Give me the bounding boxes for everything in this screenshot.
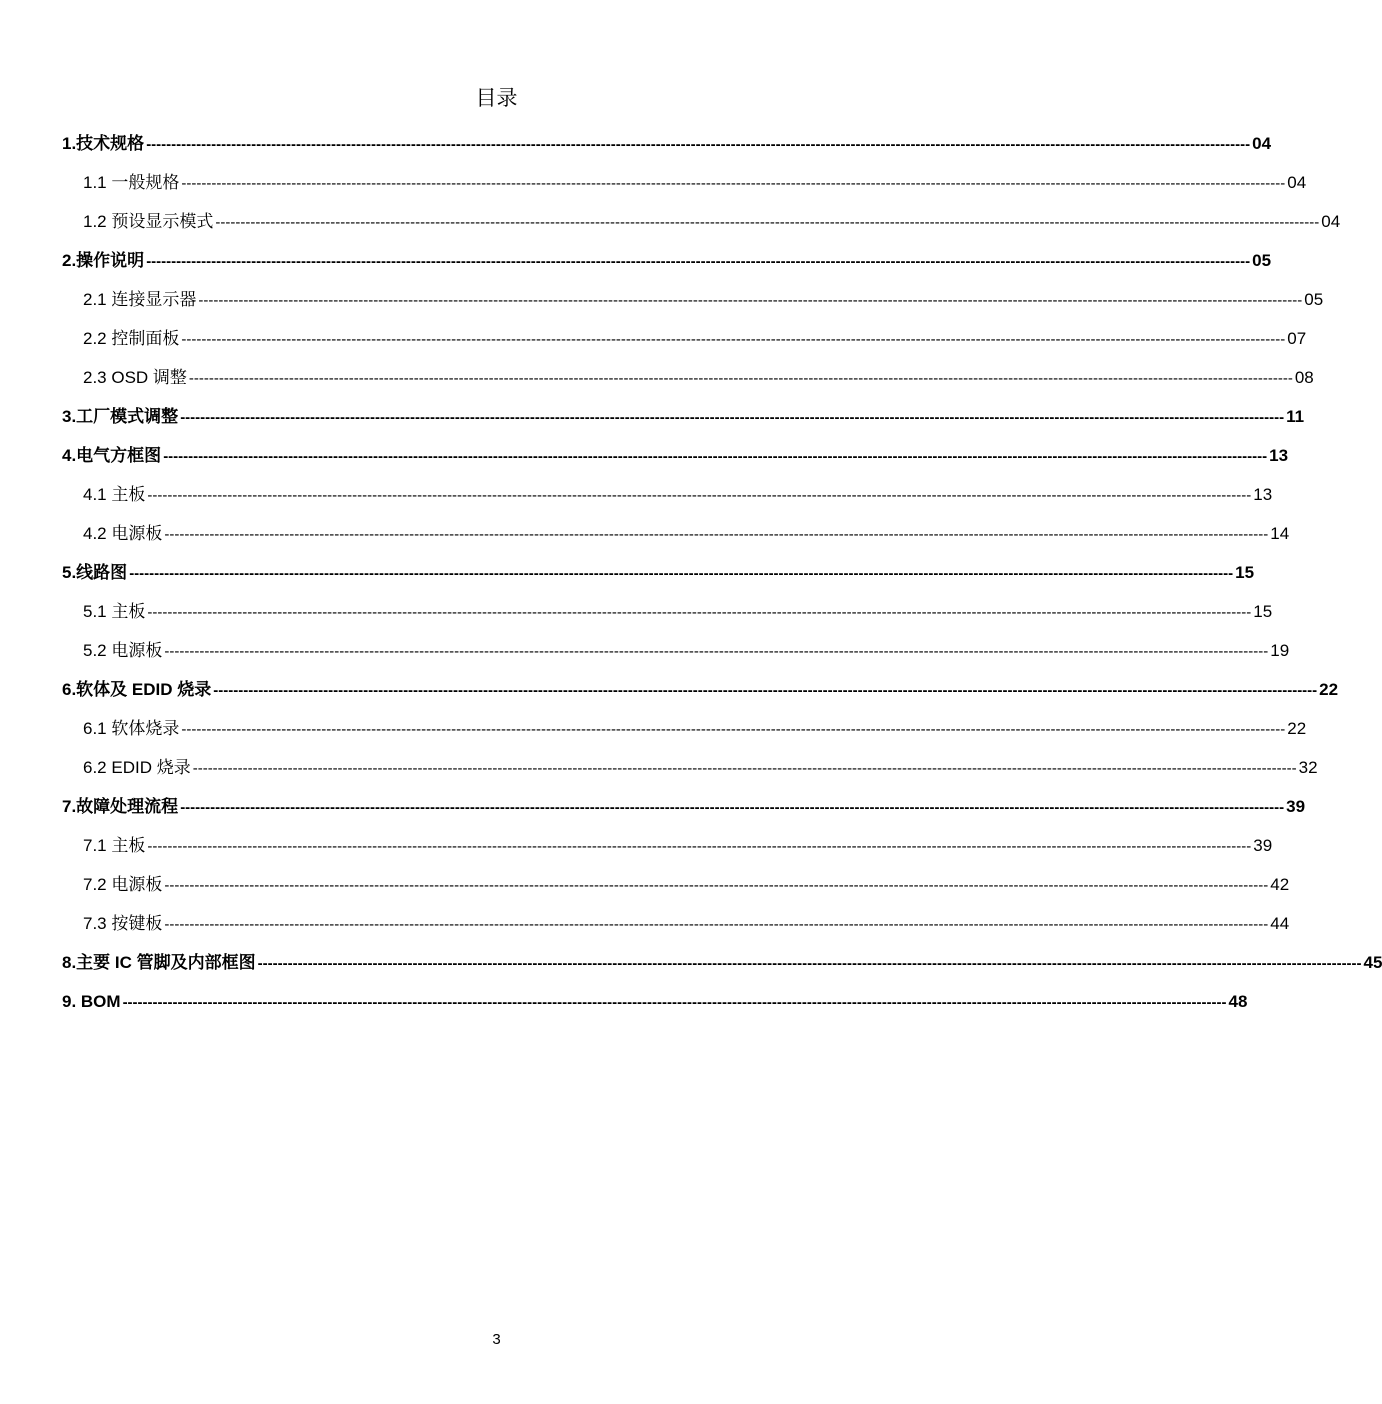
toc-entry-label: 6.2 EDID 烧录 — [83, 758, 191, 777]
toc-entry-3[interactable] — [62, 397, 1305, 436]
toc-entry-label: 8.主要 IC 管脚及内部框图 — [62, 953, 256, 972]
toc-entry-4-2[interactable] — [62, 514, 1290, 553]
toc-entry-page: 22 — [1287, 719, 1307, 738]
toc-entry-6[interactable] — [62, 670, 1339, 709]
toc-entry-1-2[interactable] — [62, 202, 1341, 241]
toc-entry-label: 7.3 按键板 — [83, 914, 163, 933]
toc-entry-8[interactable] — [62, 943, 1382, 982]
toc-entry-label: 4.2 电源板 — [83, 524, 163, 543]
toc-dot-leader: ----------------------------------------------------------------------------------------------------------------------------------------------------------------------------------------------------------------------------- — [181, 331, 1286, 348]
toc-entry-label: 2.2 控制面板 — [83, 329, 180, 348]
toc-entry-4[interactable] — [62, 436, 1289, 475]
toc-entry-page: 11 — [1286, 407, 1305, 426]
toc-entry-page: 13 — [1269, 446, 1289, 465]
toc-entry-label: 2.操作说明 — [62, 251, 145, 270]
toc-entry-9[interactable] — [62, 982, 1248, 1021]
toc-entry-label: 1.技术规格 — [62, 134, 145, 153]
toc-entry-2[interactable] — [62, 241, 1272, 280]
toc-entry-page: 39 — [1286, 797, 1306, 816]
toc-entry-label: 4.电气方框图 — [62, 446, 162, 465]
toc-dot-leader: ----------------------------------------------------------------------------------------------------------------------------------------------------------------------------------------------------------------------------- — [180, 409, 1285, 426]
toc-entry-label: 7.1 主板 — [83, 836, 146, 855]
toc-dot-leader: ----------------------------------------------------------------------------------------------------------------------------------------------------------------------------------------------------------------------------- — [257, 955, 1362, 972]
toc-entry-page: 04 — [1252, 134, 1272, 153]
toc-entry-5-1[interactable] — [62, 592, 1273, 631]
toc-entry-label: 1.2 预设显示模式 — [83, 212, 214, 231]
toc-entry-page: 15 — [1253, 602, 1273, 621]
toc-entry-7-1[interactable] — [62, 826, 1273, 865]
toc-entry-page: 32 — [1298, 758, 1318, 777]
toc-dot-leader: ----------------------------------------------------------------------------------------------------------------------------------------------------------------------------------------------------------------------------- — [192, 760, 1297, 777]
toc-dot-leader: ----------------------------------------------------------------------------------------------------------------------------------------------------------------------------------------------------------------------------- — [188, 370, 1293, 387]
toc-dot-leader: ----------------------------------------------------------------------------------------------------------------------------------------------------------------------------------------------------------------------------- — [147, 604, 1252, 621]
toc-entry-page: 44 — [1270, 914, 1290, 933]
toc-entry-label: 9. BOM — [62, 992, 121, 1011]
toc-entry-page: 22 — [1319, 680, 1339, 699]
toc-entry-label: 5.线路图 — [62, 563, 128, 582]
toc-entry-4-1[interactable] — [62, 475, 1273, 514]
toc-entry-label: 6.软体及 EDID 烧录 — [62, 680, 212, 699]
toc-entry-label: 1.1 一般规格 — [83, 173, 180, 192]
toc-dot-leader: ----------------------------------------------------------------------------------------------------------------------------------------------------------------------------------------------------------------------------- — [164, 916, 1269, 933]
toc-entry-2-3[interactable] — [62, 358, 1314, 397]
toc-entry-page: 05 — [1304, 290, 1324, 309]
toc-entry-page: 14 — [1270, 524, 1290, 543]
toc-entry-label: 7.2 电源板 — [83, 875, 163, 894]
toc-entry-5-2[interactable] — [62, 631, 1290, 670]
toc-entry-2-2[interactable] — [62, 319, 1307, 358]
toc-dot-leader: ----------------------------------------------------------------------------------------------------------------------------------------------------------------------------------------------------------------------------- — [129, 565, 1234, 582]
toc-entry-page: 04 — [1321, 212, 1341, 231]
toc-dot-leader: ----------------------------------------------------------------------------------------------------------------------------------------------------------------------------------------------------------------------------- — [164, 526, 1269, 543]
toc-entry-1[interactable] — [62, 124, 1272, 163]
toc-dot-leader: ----------------------------------------------------------------------------------------------------------------------------------------------------------------------------------------------------------------------------- — [146, 136, 1251, 153]
toc-dot-leader: ----------------------------------------------------------------------------------------------------------------------------------------------------------------------------------------------------------------------------- — [181, 721, 1286, 738]
toc-entry-2-1[interactable] — [62, 280, 1324, 319]
toc-entry-6-1[interactable] — [62, 709, 1307, 748]
table-of-contents — [62, 124, 1382, 1021]
toc-entry-page: 07 — [1287, 329, 1307, 348]
toc-entry-page: 08 — [1294, 368, 1314, 387]
toc-dot-leader: ----------------------------------------------------------------------------------------------------------------------------------------------------------------------------------------------------------------------------- — [181, 175, 1286, 192]
toc-dot-leader: ----------------------------------------------------------------------------------------------------------------------------------------------------------------------------------------------------------------------------- — [164, 877, 1269, 894]
toc-entry-page: 15 — [1235, 563, 1255, 582]
toc-entry-7-3[interactable] — [62, 904, 1290, 943]
toc-dot-leader: ----------------------------------------------------------------------------------------------------------------------------------------------------------------------------------------------------------------------------- — [163, 448, 1268, 465]
toc-dot-leader: ----------------------------------------------------------------------------------------------------------------------------------------------------------------------------------------------------------------------------- — [147, 487, 1252, 504]
toc-entry-page: 19 — [1270, 641, 1290, 660]
toc-entry-6-2[interactable] — [62, 748, 1318, 787]
toc-entry-label: 6.1 软体烧录 — [83, 719, 180, 738]
toc-dot-leader: ----------------------------------------------------------------------------------------------------------------------------------------------------------------------------------------------------------------------------- — [215, 214, 1320, 231]
toc-entry-label: 2.1 连接显示器 — [83, 290, 197, 309]
toc-entry-page: 42 — [1270, 875, 1290, 894]
toc-entry-page: 45 — [1363, 953, 1382, 972]
toc-entry-5[interactable] — [62, 553, 1255, 592]
toc-dot-leader: ----------------------------------------------------------------------------------------------------------------------------------------------------------------------------------------------------------------------------- — [180, 799, 1285, 816]
toc-entry-label: 5.2 电源板 — [83, 641, 163, 660]
toc-entry-page: 05 — [1252, 251, 1272, 270]
toc-entry-label: 3.工厂模式调整 — [62, 407, 179, 426]
page-number: 3 — [492, 1331, 501, 1348]
toc-dot-leader: ----------------------------------------------------------------------------------------------------------------------------------------------------------------------------------------------------------------------------- — [213, 682, 1318, 699]
toc-entry-page: 48 — [1228, 992, 1248, 1011]
toc-entry-7[interactable] — [62, 787, 1306, 826]
toc-dot-leader: ----------------------------------------------------------------------------------------------------------------------------------------------------------------------------------------------------------------------------- — [164, 643, 1269, 660]
toc-entry-label: 2.3 OSD 调整 — [83, 368, 187, 387]
toc-entry-7-2[interactable] — [62, 865, 1290, 904]
toc-dot-leader: ----------------------------------------------------------------------------------------------------------------------------------------------------------------------------------------------------------------------------- — [122, 994, 1227, 1011]
toc-entry-1-1[interactable] — [62, 163, 1307, 202]
toc-entry-page: 39 — [1253, 836, 1273, 855]
toc-entry-page: 04 — [1287, 173, 1307, 192]
toc-entry-label: 7.故障处理流程 — [62, 797, 179, 816]
toc-entry-label: 4.1 主板 — [83, 485, 146, 504]
toc-dot-leader: ----------------------------------------------------------------------------------------------------------------------------------------------------------------------------------------------------------------------------- — [146, 253, 1251, 270]
toc-dot-leader: ----------------------------------------------------------------------------------------------------------------------------------------------------------------------------------------------------------------------------- — [147, 838, 1252, 855]
page-title: 目录 — [475, 86, 518, 110]
toc-entry-label: 5.1 主板 — [83, 602, 146, 621]
toc-dot-leader: ----------------------------------------------------------------------------------------------------------------------------------------------------------------------------------------------------------------------------- — [198, 292, 1303, 309]
toc-entry-page: 13 — [1253, 485, 1273, 504]
